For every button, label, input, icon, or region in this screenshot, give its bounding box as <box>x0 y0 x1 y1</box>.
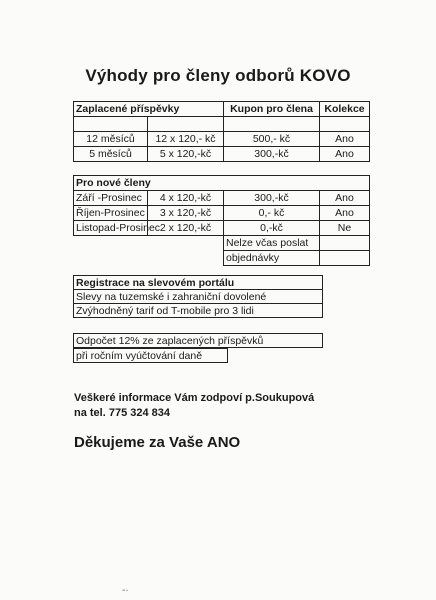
portal-header: Registrace na slevovém portálu <box>73 275 323 290</box>
contributions-table <box>73 101 370 162</box>
table-cell: Ano <box>320 147 370 162</box>
table-cell: 12 měsíců <box>74 132 148 147</box>
note-cell: Nelze včas poslat <box>224 236 320 251</box>
contact-line: Veškeré informace Vám zodpoví p.Soukupová <box>74 392 315 404</box>
table-cell: 2 x 120,-kč <box>148 221 224 236</box>
page-title: Výhody pro členy odborů KOVO <box>85 66 351 85</box>
thanks-text: Děkujeme za Vaše ANO <box>74 434 241 451</box>
header-cell: Pro nové členy <box>74 176 370 191</box>
table-cell: 12 x 120,- kč <box>148 132 224 147</box>
table-cell: 300,-kč <box>224 147 320 162</box>
table-cell: 4 x 120,-kč <box>148 191 224 206</box>
header-cell: Kupon pro člena <box>224 102 320 117</box>
table-cell: 0,-kč <box>224 221 320 236</box>
table-cell: Ano <box>320 191 370 206</box>
table-cell: 5 měsíců <box>74 147 148 162</box>
contact-phone: na tel. 775 324 834 <box>74 407 171 419</box>
table-cell: 0,- kč <box>224 206 320 221</box>
table-row <box>74 147 370 162</box>
header-cell: Kolekce <box>320 102 370 117</box>
table-cell: Ne <box>320 221 370 236</box>
table-row <box>74 132 370 147</box>
table-row <box>74 251 370 266</box>
table-cell: 500,- kč <box>224 132 320 147</box>
portal-line: Slevy na tuzemské i zahraniční dovolené <box>73 289 323 304</box>
table-header-row <box>74 176 370 191</box>
table-cell: Listopad-Prosinec <box>74 221 148 236</box>
table-cell: Ano <box>320 206 370 221</box>
table-cell: Září -Prosinec <box>74 191 148 206</box>
table-header-row <box>74 102 370 117</box>
new-members-table <box>73 175 370 266</box>
table-row <box>74 221 370 236</box>
portal-line: Zvýhodněný tarif od T-mobile pro 3 lidi <box>73 303 323 318</box>
table-cell: Ano <box>320 132 370 147</box>
table-row <box>74 236 370 251</box>
table-cell: 300,-kč <box>224 191 320 206</box>
note-cell: objednávky <box>224 251 320 266</box>
table-cell: 5 x 120,-kč <box>148 147 224 162</box>
scan-mark: -· <box>122 585 129 596</box>
table-cell: 3 x 120,-kč <box>148 206 224 221</box>
table-cell: Říjen-Prosinec <box>74 206 148 221</box>
table-spacer-row <box>74 117 370 132</box>
table-row <box>74 206 370 221</box>
tax-line: Odpočet 12% ze zaplacených příspěvků <box>73 333 323 348</box>
table-row <box>74 191 370 206</box>
tax-line: při ročním vyúčtování daně <box>73 348 228 363</box>
header-cell: Zaplacené příspěvky <box>74 102 224 117</box>
